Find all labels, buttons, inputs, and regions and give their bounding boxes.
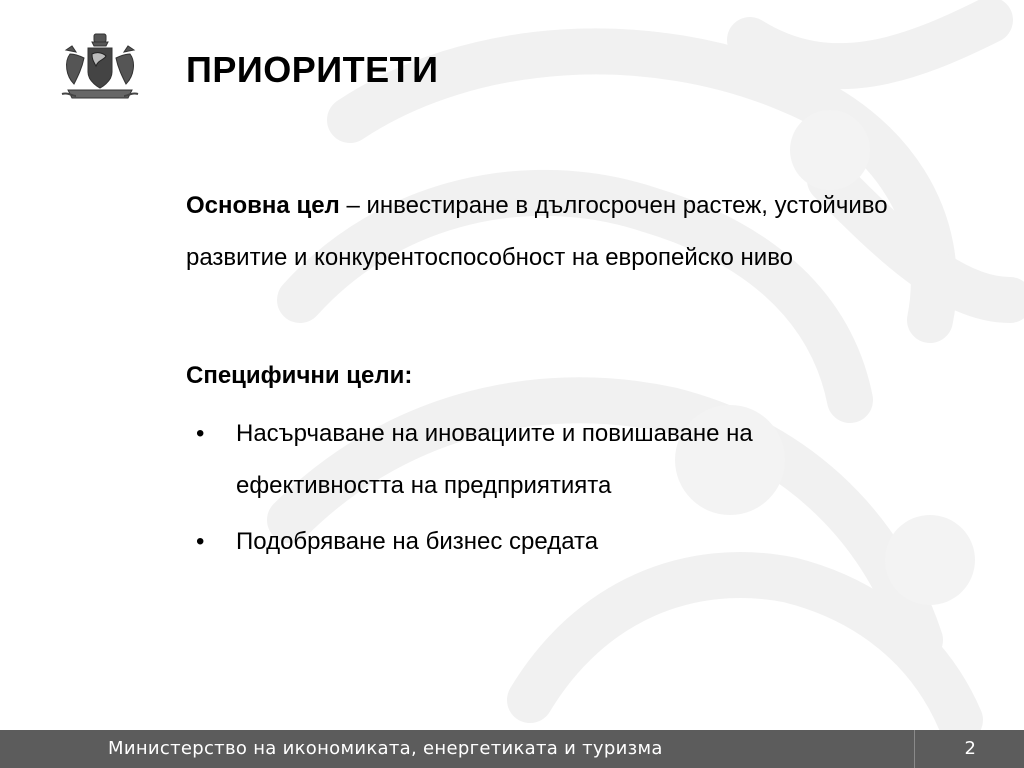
list-item-text: Подобряване на бизнес средата — [236, 528, 599, 555]
list-item — [186, 408, 926, 512]
page-title: ПРИОРИТЕТИ — [186, 49, 439, 90]
specific-goals-list — [186, 408, 926, 568]
footer-bar — [0, 730, 1024, 768]
list-item-text: Насърчаване на иновациите и повишаване на ефективността на предприятията — [236, 420, 753, 499]
coat-of-arms-icon — [58, 32, 142, 102]
bullet-icon: • — [196, 420, 205, 447]
bullet-icon: • — [196, 528, 205, 555]
list-item — [186, 516, 926, 568]
main-goal-label: Основна цел — [186, 192, 340, 219]
footer-ministry-name: Министерство на икономиката, енергетиката и туризма — [108, 738, 663, 759]
main-goal-paragraph — [186, 180, 926, 284]
page-number: 2 — [964, 738, 976, 759]
slide-content — [186, 180, 926, 572]
footer-divider — [914, 730, 915, 768]
specific-goals-heading: Специфични цели: — [186, 362, 413, 389]
main-goal-text: – инвестиране в дългосрочен растеж, устойчиво развитие и конкурентоспособност на европейско ниво — [186, 192, 888, 271]
